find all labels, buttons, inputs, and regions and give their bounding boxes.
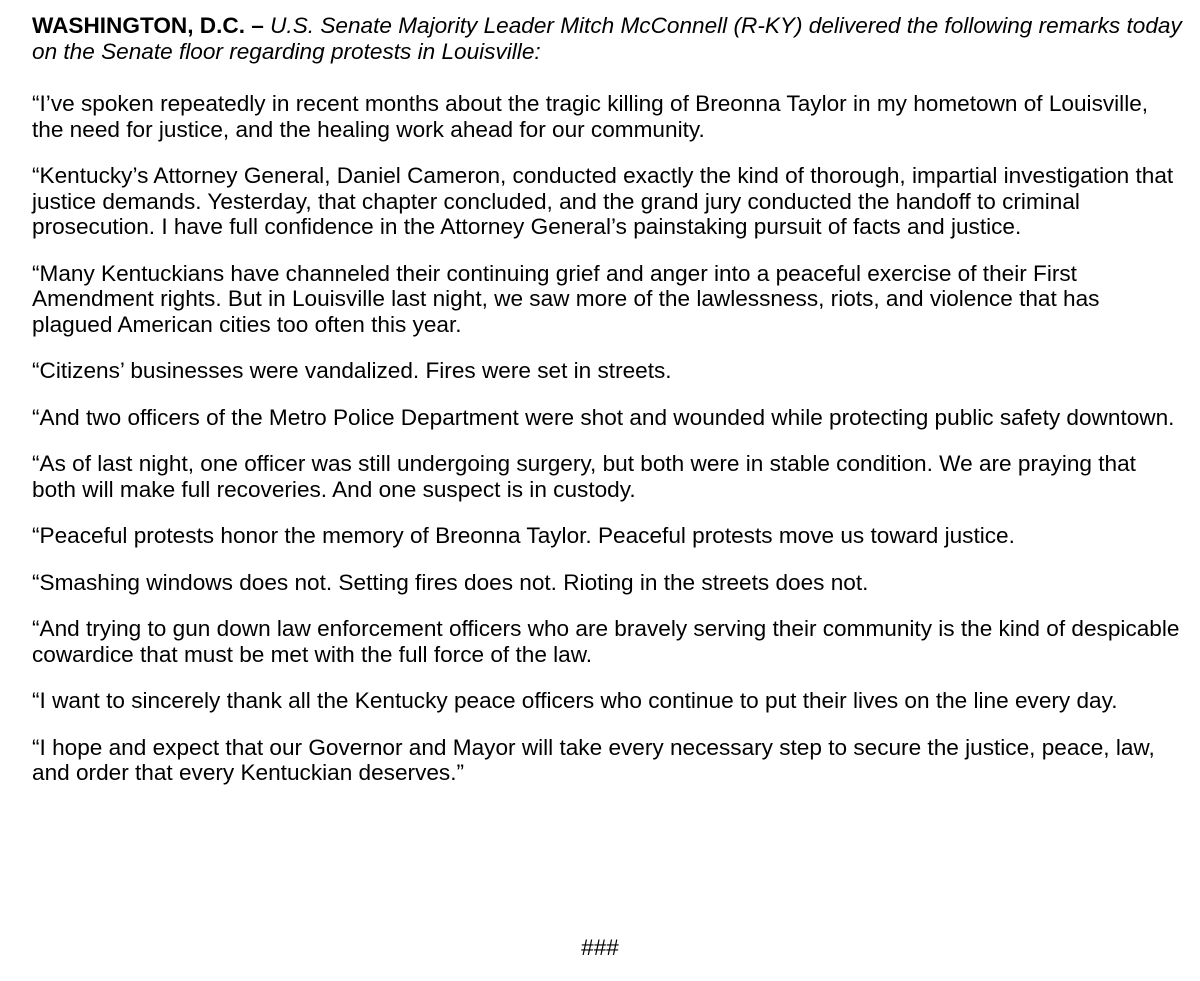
paragraph-4: “Citizens’ businesses were vandalized. Fires were set in streets. [32,358,672,383]
paragraph-5: “And two officers of the Metro Police Department were shot and wounded while protecting public safety downtown. [32,404,1175,430]
dateline-lede: U.S. Senate Majority Leader Mitch McConnell (R-KY) delivered the following remarks today on the Senate floor regarding protests in Louisville: [32,13,1182,64]
paragraph-3: “Many Kentuckians have channeled their continuing grief and anger into a peaceful exercise of their First Amendment rights. But in Louisville last night, we saw more of the lawlessness, riots, and violence that has plagued American cities too often this year. [32,260,1100,337]
paragraph-7: “Peaceful protests honor the memory of Breonna Taylor. Peaceful protests move us toward justice. [32,523,1015,548]
dateline [32,13,1182,64]
paragraph-9: “And trying to gun down law enforcement officers who are bravely serving their community is the kind of despicable cowardice that must be met with the full force of the law. [32,616,1180,667]
paragraph-1: “I’ve spoken repeatedly in recent months about the tragic killing of Breonna Taylor in my hometown of Louisville, the need for justice, and the healing work ahead for our community. [32,91,1149,142]
paragraph-2: “Kentucky’s Attorney General, Daniel Cameron, conducted exactly the kind of thorough, impartial investigation that justice demands. Yesterday, that chapter concluded, and the grand jury conducted the handoff to criminal prosecution. I have full confidence in the Attorney General’s painstaking pursuit of facts and justice. [32,163,1174,239]
end-mark: ### [581,935,619,960]
paragraph-11: “I hope and expect that our Governor and Mayor will take every necessary step to secure the justice, peace, law, and order that every Kentuckian deserves.” [32,734,1155,785]
paragraph-10: “I want to sincerely thank all the Kentucky peace officers who continue to put their lives on the line every day. [32,688,1118,713]
press-release-body [32,13,1182,807]
dateline-location: WASHINGTON, D.C. – [32,13,264,38]
paragraph-6: “As of last night, one officer was still undergoing surgery, but both were in stable condition. We are praying that both will make full recoveries. And one suspect is in custody. [32,451,1136,502]
paragraph-8: “Smashing windows does not. Setting fires does not. Rioting in the streets does not. [32,569,869,595]
